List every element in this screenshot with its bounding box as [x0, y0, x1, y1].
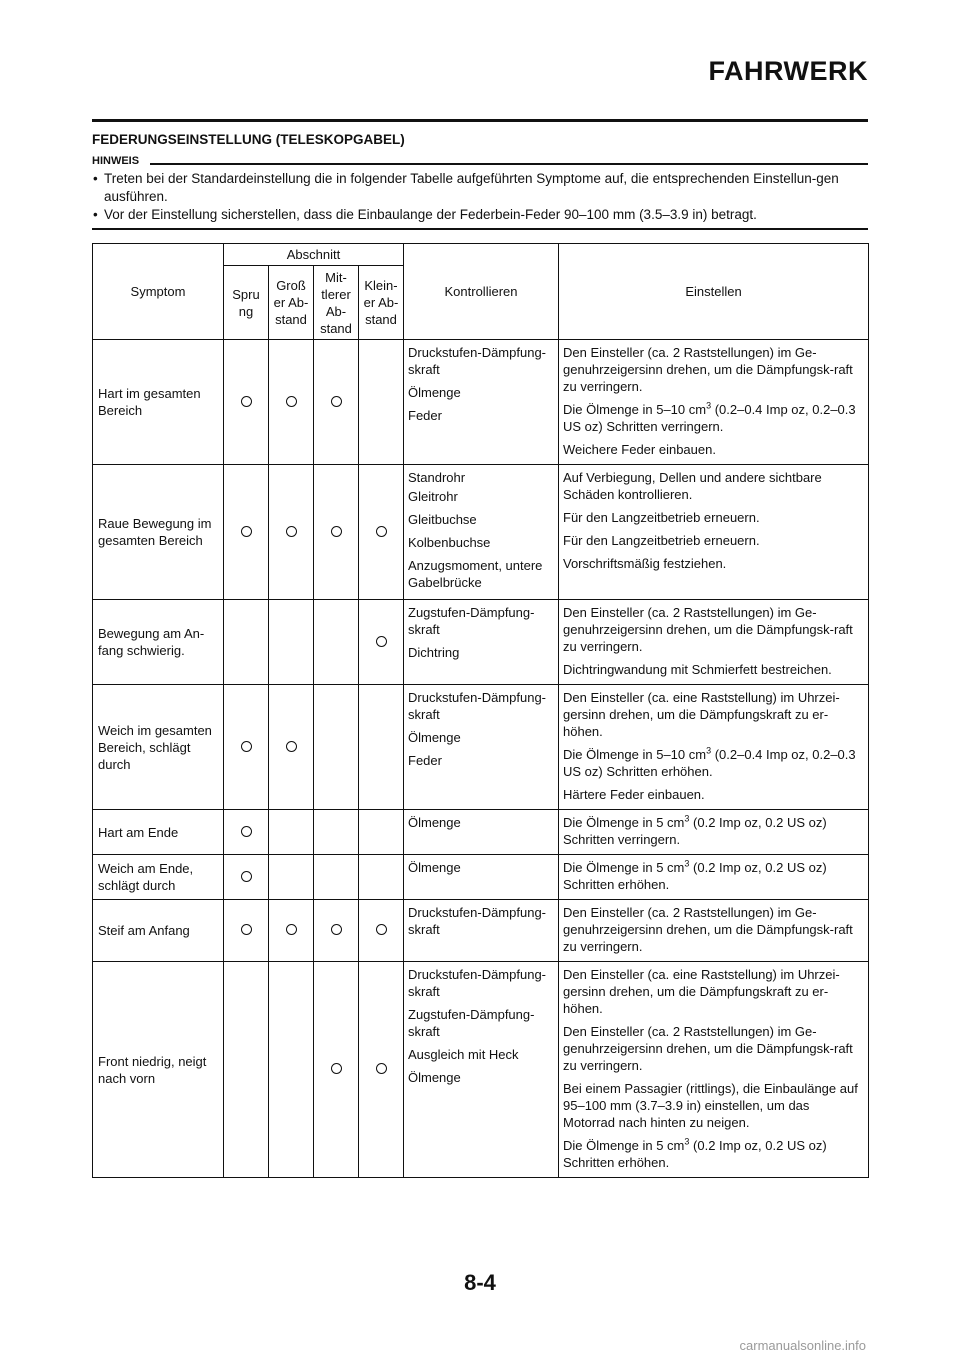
circle-mark-icon	[286, 396, 297, 407]
kontrollieren-item: Feder	[408, 408, 442, 423]
einstellen-item: Den Einsteller (ca. 2 Raststellungen) im Ge-genuhrzeigersinn drehen, um die Dämpfungsk-raft zu verringern.	[563, 905, 853, 954]
unit-exponent: 3	[684, 1136, 690, 1147]
kontrollieren-cell	[404, 962, 559, 1178]
section-mark-cell	[359, 600, 404, 685]
table-row	[93, 600, 869, 685]
table-row	[93, 810, 869, 855]
header-abschnitt: Abschnitt	[224, 244, 404, 266]
kontrollieren-cell	[404, 465, 559, 600]
einstellen-item: Auf Verbiegung, Dellen und andere sichtbare Schäden kontrollieren.	[563, 470, 822, 502]
einstellen-item: Den Einsteller (ca. 2 Raststellungen) im Ge-genuhrzeigersinn drehen, um die Dämpfungsk-raft zu verringern.	[563, 345, 853, 394]
adjustment-table	[92, 243, 869, 1178]
kontrollieren-item: Gleitrohr	[408, 489, 458, 504]
einstellen-cell	[559, 340, 869, 465]
section-mark-cell	[314, 685, 359, 810]
section-mark-cell	[269, 962, 314, 1178]
kontrollieren-cell	[404, 855, 559, 900]
section-mark-cell	[269, 600, 314, 685]
circle-mark-icon	[241, 526, 252, 537]
einstellen-text: (0.2 Imp oz, 0.2 US oz) Schritten verringern.	[563, 815, 827, 847]
section-mark-cell	[269, 685, 314, 810]
circle-mark-icon	[376, 636, 387, 647]
kontrollieren-cell	[404, 685, 559, 810]
einstellen-cell	[559, 685, 869, 810]
header-klein: Klein-er Ab-stand	[359, 266, 404, 340]
section-mark-cell	[359, 962, 404, 1178]
einstellen-text: Die Ölmenge in 5–10 cm	[563, 402, 707, 417]
einstellen-item	[563, 1137, 864, 1171]
einstellen-item: Für den Langzeitbetrieb erneuern.	[563, 510, 760, 525]
einstellen-cell	[559, 855, 869, 900]
kontrollieren-item: Standrohr	[408, 470, 466, 485]
section-mark-cell	[314, 810, 359, 855]
section-mark-cell	[224, 900, 269, 962]
section-mark-cell	[224, 465, 269, 600]
einstellen-text: Die Ölmenge in 5 cm	[563, 815, 685, 830]
einstellen-text: (0.2 Imp oz, 0.2 US oz) Schritten erhöhen.	[563, 860, 827, 892]
einstellen-item: Für den Langzeitbetrieb erneuern.	[563, 533, 760, 548]
symptom-cell: Raue Bewegung im gesamten Bereich	[93, 465, 224, 600]
section-mark-cell	[224, 685, 269, 810]
unit-exponent: 3	[706, 745, 712, 756]
einstellen-item: Den Einsteller (ca. eine Raststellung) im Uhrzei-gersinn drehen, um die Dämpfungskraft zu er-höhen.	[563, 690, 840, 739]
section-mark-cell	[224, 810, 269, 855]
section-mark-cell	[359, 810, 404, 855]
kontrollieren-item: Feder	[408, 753, 442, 768]
einstellen-item	[563, 814, 864, 848]
circle-mark-icon	[241, 924, 252, 935]
circle-mark-icon	[331, 924, 342, 935]
einstellen-cell	[559, 600, 869, 685]
einstellen-item: Bei einem Passagier (rittlings), die Einbaulänge auf 95–100 mm (3.7–3.9 in) einstellen, um das Motorrad nach hinten zu neigen.	[563, 1081, 858, 1130]
einstellen-text: Die Ölmenge in 5–10 cm	[563, 747, 707, 762]
bullet-icon: •	[93, 207, 98, 222]
symptom-cell: Front niedrig, neigt nach vorn	[93, 962, 224, 1178]
kontrollieren-item: Ölmenge	[408, 860, 461, 875]
table-row	[93, 685, 869, 810]
header-gross: Groß er Ab-stand	[269, 266, 314, 340]
circle-mark-icon	[376, 924, 387, 935]
header-einstellen: Einstellen	[559, 244, 869, 340]
kontrollieren-item: Zugstufen-Dämpfung-skraft	[408, 1007, 535, 1039]
kontrollieren-item: Druckstufen-Dämpfung-skraft	[408, 345, 546, 377]
kontrollieren-item: Ausgleich mit Heck	[408, 1047, 519, 1062]
kontrollieren-cell	[404, 810, 559, 855]
hinweis-item	[92, 170, 868, 206]
header-mittlerer: Mit-tlerer Ab-stand	[314, 266, 359, 340]
section-mark-cell	[269, 810, 314, 855]
circle-mark-icon	[241, 741, 252, 752]
einstellen-cell	[559, 962, 869, 1178]
kontrollieren-item: Ölmenge	[408, 730, 461, 745]
circle-mark-icon	[331, 526, 342, 537]
section-mark-cell	[269, 465, 314, 600]
einstellen-item: Weichere Feder einbauen.	[563, 442, 716, 457]
kontrollieren-item: Ölmenge	[408, 815, 461, 830]
kontrollieren-cell	[404, 900, 559, 962]
einstellen-text: Die Ölmenge in 5 cm	[563, 860, 685, 875]
section-mark-cell	[314, 600, 359, 685]
kontrollieren-item: Kolbenbuchse	[408, 535, 491, 550]
symptom-cell: Weich am Ende, schlägt durch	[93, 855, 224, 900]
section-mark-cell	[269, 340, 314, 465]
circle-mark-icon	[376, 526, 387, 537]
watermark: carmanualsonline.info	[739, 1338, 866, 1353]
symptom-cell: Hart im gesamten Bereich	[93, 340, 224, 465]
circle-mark-icon	[241, 826, 252, 837]
einstellen-text: Die Ölmenge in 5 cm	[563, 1138, 685, 1153]
section-mark-cell	[359, 340, 404, 465]
einstellen-item: Vorschriftsmäßig festziehen.	[563, 556, 727, 571]
bullet-icon: •	[93, 171, 98, 186]
kontrollieren-item: Gleitbuchse	[408, 512, 477, 527]
circle-mark-icon	[241, 396, 252, 407]
einstellen-text: (0.2–0.4 Imp oz, 0.2–0.3 US oz) Schritten verringern.	[563, 402, 856, 434]
symptom-cell: Steif am Anfang	[93, 900, 224, 962]
table-row	[93, 465, 869, 600]
kontrollieren-item: Anzugsmoment, untere Gabelbrücke	[408, 558, 543, 590]
symptom-cell: Hart am Ende	[93, 810, 224, 855]
table-body	[93, 340, 869, 1178]
table-row	[93, 855, 869, 900]
section-mark-cell	[359, 900, 404, 962]
section-mark-cell	[269, 900, 314, 962]
einstellen-item: Den Einsteller (ca. eine Raststellung) im Uhrzei-gersinn drehen, um die Dämpfungskraft zu er-höhen.	[563, 967, 840, 1016]
hinweis-text: Treten bei der Standardeinstellung die in folgender Tabelle aufgeführten Symptome auf, die entsprechenden Einstellun-gen ausführen.	[104, 171, 839, 204]
kontrollieren-item: Ölmenge	[408, 1070, 461, 1085]
chapter-title: FAHRWERK	[708, 56, 868, 86]
section-mark-cell	[314, 340, 359, 465]
section-mark-cell	[359, 855, 404, 900]
kontrollieren-item: Druckstufen-Dämpfung-skraft	[408, 967, 546, 999]
kontrollieren-item: Druckstufen-Dämpfung-skraft	[408, 905, 546, 937]
circle-mark-icon	[286, 924, 297, 935]
section-mark-cell	[314, 900, 359, 962]
einstellen-item	[563, 859, 864, 893]
section-mark-cell	[224, 340, 269, 465]
section-mark-cell	[314, 962, 359, 1178]
table-row	[93, 340, 869, 465]
header-kontrollieren: Kontrollieren	[404, 244, 559, 340]
circle-mark-icon	[241, 871, 252, 882]
section-mark-cell	[224, 600, 269, 685]
einstellen-cell	[559, 465, 869, 600]
einstellen-item	[563, 746, 864, 780]
hinweis-item	[92, 206, 868, 224]
header-rule	[92, 119, 868, 122]
einstellen-cell	[559, 810, 869, 855]
einstellen-item: Den Einsteller (ca. 2 Raststellungen) im Ge-genuhrzeigersinn drehen, um die Dämpfungsk-raft zu verringern.	[563, 1024, 853, 1073]
section-mark-cell	[359, 685, 404, 810]
section-mark-cell	[359, 465, 404, 600]
kontrollieren-item: Druckstufen-Dämpfung-skraft	[408, 690, 546, 722]
page-number: 8-4	[464, 1270, 496, 1295]
table-row	[93, 900, 869, 962]
hinweis-text: Vor der Einstellung sicherstellen, dass die Einbaulange der Federbein-Feder 90–100 mm (3.5–3.9 in) betragt.	[104, 207, 757, 222]
unit-exponent: 3	[684, 813, 690, 824]
section-mark-cell	[314, 465, 359, 600]
einstellen-item: Dichtringwandung mit Schmierfett bestreichen.	[563, 662, 832, 677]
unit-exponent: 3	[684, 858, 690, 869]
symptom-cell: Bewegung am An-fang schwierig.	[93, 600, 224, 685]
hinweis-end-rule	[92, 228, 868, 230]
section-mark-cell	[314, 855, 359, 900]
einstellen-item: Härtere Feder einbauen.	[563, 787, 705, 802]
einstellen-cell	[559, 900, 869, 962]
table-row	[93, 962, 869, 1178]
section-title: FEDERUNGSEINSTELLUNG (TELESKOPGABEL)	[92, 132, 405, 147]
einstellen-text: (0.2–0.4 Imp oz, 0.2–0.3 US oz) Schritten erhöhen.	[563, 747, 856, 779]
kontrollieren-cell	[404, 340, 559, 465]
symptom-cell: Weich im gesamten Bereich, schlägt durch	[93, 685, 224, 810]
circle-mark-icon	[286, 741, 297, 752]
header-symptom: Symptom	[93, 244, 224, 340]
kontrollieren-item: Zugstufen-Dämpfung-skraft	[408, 605, 535, 637]
kontrollieren-cell	[404, 600, 559, 685]
circle-mark-icon	[286, 526, 297, 537]
einstellen-item: Den Einsteller (ca. 2 Raststellungen) im Ge-genuhrzeigersinn drehen, um die Dämpfungsk-raft zu verringern.	[563, 605, 853, 654]
header-sprung: Spru ng	[224, 266, 269, 340]
section-mark-cell	[269, 855, 314, 900]
section-mark-cell	[224, 855, 269, 900]
hinweis-label: HINWEIS	[92, 155, 140, 167]
circle-mark-icon	[331, 1063, 342, 1074]
einstellen-text: (0.2 Imp oz, 0.2 US oz) Schritten erhöhen.	[563, 1138, 827, 1170]
unit-exponent: 3	[706, 400, 712, 411]
hinweis-rule	[150, 163, 868, 165]
circle-mark-icon	[376, 1063, 387, 1074]
kontrollieren-item: Ölmenge	[408, 385, 461, 400]
section-mark-cell	[224, 962, 269, 1178]
einstellen-item	[563, 401, 864, 435]
circle-mark-icon	[331, 396, 342, 407]
kontrollieren-item: Dichtring	[408, 645, 460, 660]
